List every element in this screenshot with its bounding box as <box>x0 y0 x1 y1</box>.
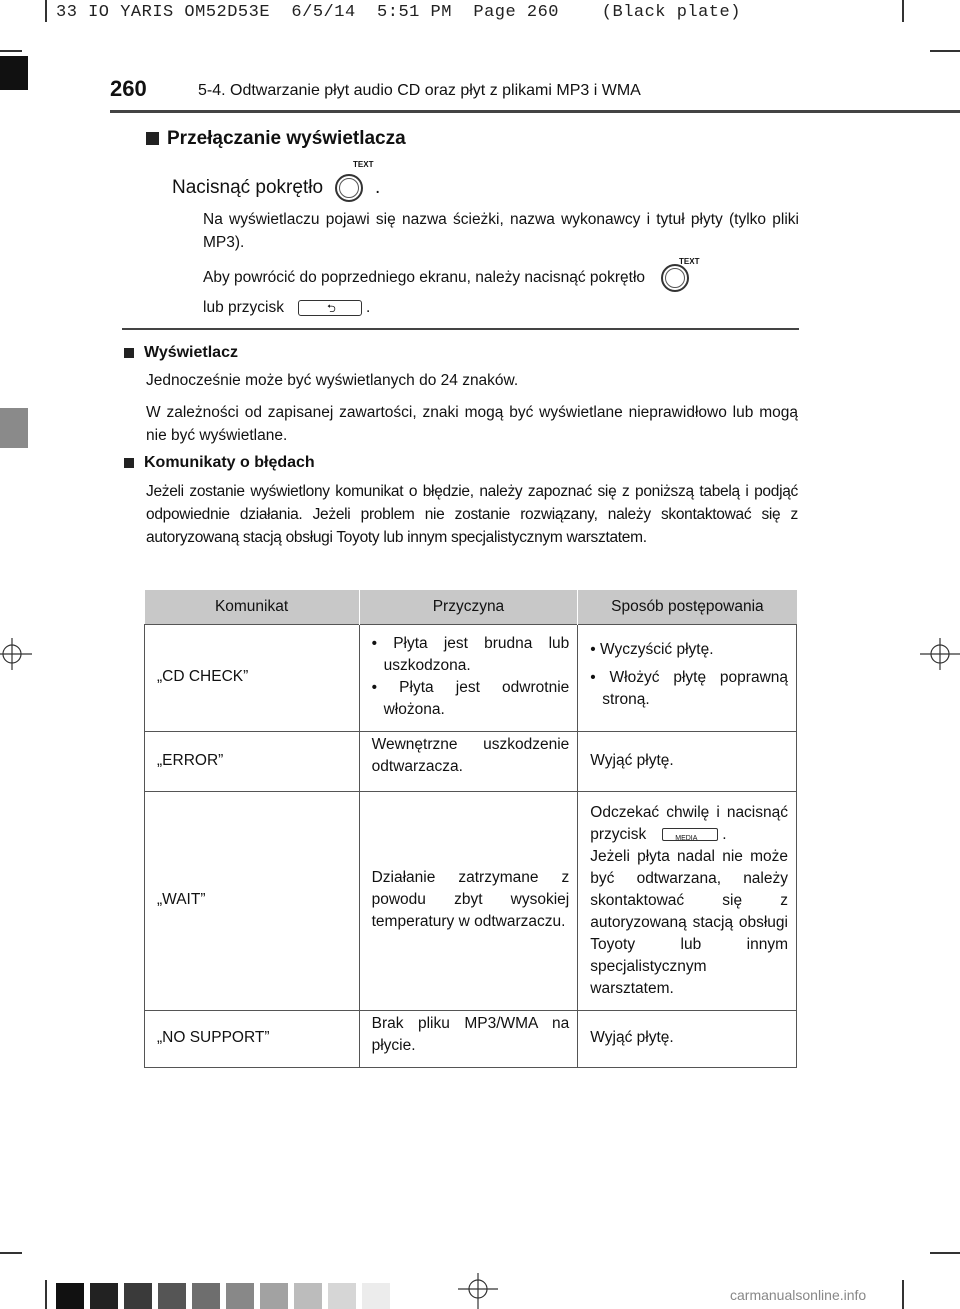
cause-item: • Płyta jest odwrotnie włożona. <box>371 679 570 718</box>
step-instruction: Nacisnąć pokrętło TEXT . <box>172 170 380 206</box>
cause-item: • Płyta jest brudna lub uszkodzona. <box>371 635 570 674</box>
crop-mark <box>45 0 47 22</box>
crop-mark <box>930 1252 960 1254</box>
table-header-row <box>145 590 797 625</box>
crop-mark <box>0 1252 22 1254</box>
crop-mark <box>45 1280 47 1309</box>
message-cell: „ERROR” <box>145 732 360 792</box>
action-cell: Wyjąć płytę. <box>578 732 797 792</box>
color-bar-swatch <box>294 1283 322 1309</box>
message-cell: „NO SUPPORT” <box>145 1011 360 1068</box>
table-row <box>145 625 797 732</box>
media-button-icon: MEDIA <box>662 828 718 841</box>
chapter-tab-marker <box>0 56 28 90</box>
table-row <box>145 1011 797 1068</box>
action-cell: Wyjąć płytę. <box>578 1011 797 1068</box>
crop-mark <box>902 0 904 22</box>
note-title-errors: Komunikaty o błędach <box>124 454 315 472</box>
color-bar-swatch <box>90 1283 118 1309</box>
registration-mark-icon <box>458 1269 498 1309</box>
bullet-square-icon <box>146 132 159 145</box>
table-header: Sposób postępowania <box>578 590 797 625</box>
table-row <box>145 732 797 792</box>
cause-cell: Wewnętrzne uszkodzenie odtwarzacza. <box>359 732 578 792</box>
color-bar-swatch <box>260 1283 288 1309</box>
return-instruction: Aby powrócić do poprzedniego ekranu, należy nacisnąć pokrętło TEXT lub przycisk ⮌ . <box>203 257 700 316</box>
message-cell: „WAIT” <box>145 792 360 1011</box>
bullet-square-icon <box>124 348 134 358</box>
note-display-p2: W zależności od zapisanej zawartości, znaki mogą być wyświetlane nieprawidłowo lub mogą nie być wyświetlane. <box>146 404 798 444</box>
cause-cell <box>359 625 578 732</box>
color-bar-swatch <box>158 1283 186 1309</box>
note-title-display: Wyświetlacz <box>124 344 238 362</box>
table-header: Komunikat <box>145 590 360 625</box>
section-title: Przełączanie wyświetlacza <box>146 128 406 150</box>
message-cell: „CD CHECK” <box>145 625 360 732</box>
crop-mark <box>0 50 22 52</box>
color-bar-swatch <box>124 1283 152 1309</box>
bullet-square-icon <box>124 458 134 468</box>
error-messages-table <box>144 590 797 1068</box>
return-button-icon: ⮌ <box>298 300 362 316</box>
color-bar-swatch <box>56 1283 84 1309</box>
section-divider <box>122 328 799 330</box>
registration-mark-icon <box>0 634 32 674</box>
chapter-index-tab <box>0 408 28 448</box>
color-bar-swatch <box>362 1283 390 1309</box>
action-item: • Włożyć płytę poprawną stroną. <box>590 669 788 708</box>
color-bar-swatch <box>328 1283 356 1309</box>
header-rule <box>110 110 960 113</box>
cause-cell: Brak pliku MP3/WMA na płycie. <box>359 1011 578 1068</box>
note-errors-p: Jeżeli zostanie wyświetlony komunikat o błędzie, należy zapoznać się z poniższą tabelą i podjąć odpowiednie działania. Jeżeli problem nie zostanie rozwiązany, należy skontaktować się z autoryzowaną stacją obsługi Toyoty lub innym specjalistycznym warsztatem. <box>146 483 798 546</box>
action-item: • Wyczyścić płytę. <box>590 641 714 658</box>
watermark: carmanualsonline.info <box>730 1287 867 1303</box>
crop-mark <box>930 50 960 52</box>
table-header: Przyczyna <box>359 590 578 625</box>
registration-mark-icon <box>920 634 960 674</box>
action-cell <box>578 625 797 732</box>
step-result-text: Na wyświetlaczu pojawi się nazwa ścieżki, nazwa wykonawcy i tytuł płyty (tylko pliki MP3). <box>203 211 799 251</box>
note-display-p1: Jednocześnie może być wyświetlanych do 24 znaków. <box>146 372 519 389</box>
print-header: 33 IO YARIS OM52D53E 6/5/14 5:51 PM Page 260 (Black plate) <box>56 3 741 22</box>
text-knob-icon: TEXT <box>659 260 695 296</box>
color-bar-swatch <box>192 1283 220 1309</box>
crop-mark <box>902 1280 904 1309</box>
text-knob-icon: TEXT <box>333 170 369 206</box>
table-row <box>145 792 797 1011</box>
cause-cell: Działanie zatrzymane z powodu zbyt wysokiej temperatury w odtwarzaczu. <box>359 792 578 1011</box>
chapter-title: 5-4. Odtwarzanie płyt audio CD oraz płyt z plikami MP3 i WMA <box>198 82 641 99</box>
action-cell: Odczekać chwilę i nacisnąć przycisk MEDIA . Jeżeli płyta nadal nie może być odtwarzana, należy skontaktować się z autoryzowaną stacją obsługi Toyoty lub innym specjalistycznym warsztatem. <box>578 792 797 1011</box>
color-bar-swatch <box>226 1283 254 1309</box>
page-number: 260 <box>110 76 147 101</box>
